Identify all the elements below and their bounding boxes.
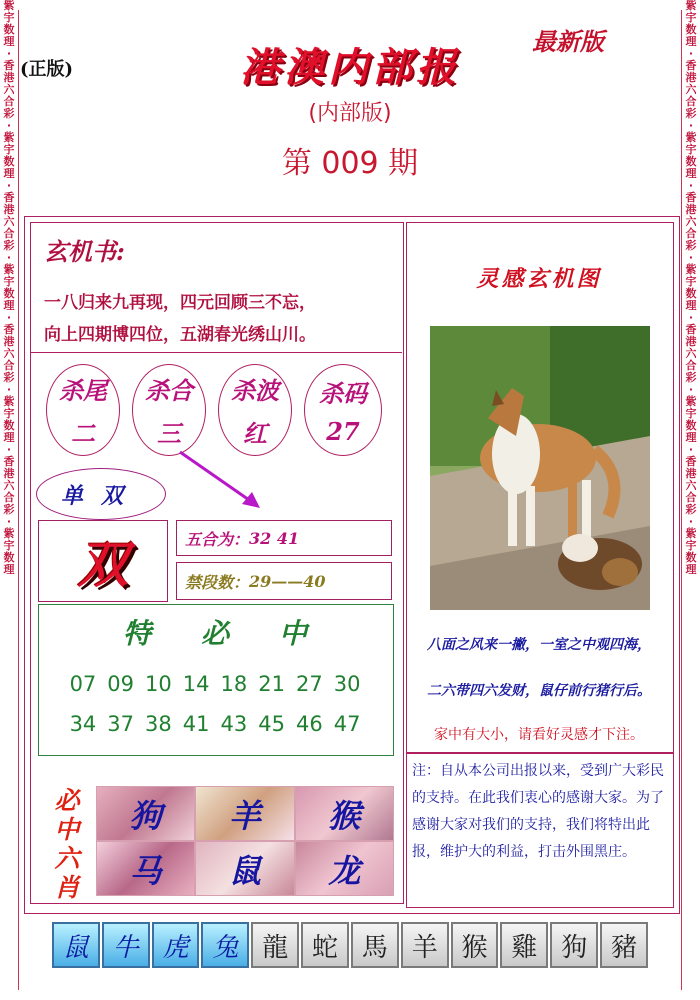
side-watermark-char: 合 (3, 491, 15, 504)
side-watermark-char: · (688, 515, 694, 528)
number: 21 (258, 672, 285, 696)
side-watermark-char: 彩 (3, 371, 15, 384)
side-watermark-char: 理 (685, 299, 697, 312)
side-watermark-char: 理 (685, 35, 697, 48)
number: 14 (182, 672, 210, 696)
side-watermark-char: 六 (3, 479, 15, 492)
number: 10 (145, 672, 172, 696)
side-watermark-char: · (688, 179, 694, 192)
edition-left-label: (正版) (20, 59, 74, 80)
six-zodiac-vertical-label (50, 786, 84, 902)
side-watermark-char: 数 (3, 419, 15, 432)
side-watermark-char: · (688, 311, 694, 324)
inspiration-verse-1: 八面之风来一撇，一室之中观四海， (427, 637, 651, 653)
side-watermark-char: 六 (3, 83, 15, 96)
number: 30 (333, 672, 361, 696)
side-watermark-char: 宇 (3, 407, 15, 420)
side-watermark-char: 合 (685, 359, 697, 372)
side-watermark-char: 港 (3, 335, 15, 348)
number: 46 (295, 712, 323, 736)
side-watermark-char: 宇 (685, 143, 697, 156)
side-watermark-char: 宇 (3, 143, 15, 156)
number: 09 (107, 672, 135, 696)
zodiac-tile-monkey: 猴 (451, 922, 499, 968)
number: 27 (295, 672, 323, 696)
side-watermark-char: 合 (3, 95, 15, 108)
special-numbers-title (38, 612, 392, 652)
newspaper-subtitle: (内部版) (308, 101, 392, 126)
side-watermark-char: 合 (685, 227, 697, 240)
side-watermark-char: 紫 (685, 263, 697, 276)
side-watermark-char: 数 (685, 155, 697, 168)
number: 43 (220, 712, 248, 736)
side-watermark-char: 数 (685, 287, 697, 300)
side-watermark-char: · (688, 47, 694, 60)
side-watermark-char: · (6, 515, 12, 528)
oval-kill-wave (218, 364, 292, 456)
side-watermark-char: 彩 (685, 503, 697, 516)
banned-range-box (176, 562, 392, 600)
side-watermark-char: 六 (685, 479, 697, 492)
banned-range-label: 禁段数： (185, 572, 250, 592)
side-watermark-char: 港 (685, 335, 697, 348)
side-watermark-char: 彩 (3, 107, 15, 120)
number: 38 (145, 712, 172, 736)
side-watermark-char: · (6, 383, 12, 396)
side-watermark-char: 紫 (3, 527, 15, 540)
big-even-char: 双 (78, 535, 128, 594)
oval-label: 杀合 (145, 376, 193, 405)
zodiac-tile-pig: 豬 (600, 922, 648, 968)
zodiac-tile-rabbit: 兔 (201, 922, 249, 968)
side-watermark-char: 紫 (685, 0, 697, 12)
five-combo-value: 32 41 (249, 528, 300, 548)
side-watermark-char: 合 (3, 359, 15, 372)
side-watermark-char: 紫 (3, 263, 15, 276)
side-watermark-char: 六 (685, 83, 697, 96)
zodiac-tile-dragon: 龍 (251, 922, 299, 968)
side-watermark-char: 宇 (3, 539, 15, 552)
number: 34 (69, 712, 97, 736)
collie-dog-photo (430, 326, 650, 610)
label-char: 中 (54, 815, 80, 844)
zodiac-cell: 马 (96, 841, 195, 896)
zodiac-tile-rooster: 雞 (500, 922, 548, 968)
oval-label: 杀波 (231, 376, 279, 405)
xuanji-title: 玄机书: (44, 237, 125, 266)
side-watermark-char: 数 (685, 419, 697, 432)
zodiac-tile-rat: 鼠 (52, 922, 100, 968)
side-watermark-char: · (688, 251, 694, 264)
side-watermark-char: 宇 (685, 407, 697, 420)
issue-number: 第 009 期 (281, 146, 419, 181)
side-watermark-char: 合 (685, 491, 697, 504)
five-combo-box (176, 520, 392, 556)
zodiac-cell: 羊 (195, 786, 294, 841)
zodiac-tile-dog: 狗 (550, 922, 598, 968)
side-watermark-char: 合 (685, 95, 697, 108)
side-watermark-char: · (6, 179, 12, 192)
side-watermark-char: 彩 (3, 239, 15, 252)
title-char: 中 (279, 617, 308, 650)
numbers-row-2 (38, 712, 392, 736)
side-watermark-char: 理 (685, 431, 697, 444)
zodiac-cell: 狗 (96, 786, 195, 841)
zodiac-tile-snake: 蛇 (301, 922, 349, 968)
label-char: 肖 (54, 873, 80, 902)
side-watermark-char: 数 (685, 551, 697, 564)
oval-value: 二 (71, 419, 95, 448)
side-watermark-char: 理 (3, 35, 15, 48)
oval-kill-combo (132, 364, 206, 456)
oval-kill-number (304, 364, 382, 456)
side-watermark-char: 彩 (685, 239, 697, 252)
side-watermark-char: 香 (3, 455, 15, 468)
zodiac-cell: 鼠 (195, 841, 294, 896)
side-watermark-char: 紫 (685, 131, 697, 144)
side-watermark-char: 港 (3, 467, 15, 480)
title-char: 特 (122, 617, 151, 650)
side-watermark-char: · (6, 251, 12, 264)
number: 41 (182, 712, 210, 736)
side-watermark-char: 香 (685, 323, 697, 336)
xuanji-line-1: 一八归来九再现，四元回顾三不忘， (44, 293, 316, 313)
side-watermark-char: · (6, 311, 12, 324)
side-watermark-char: 香 (3, 191, 15, 204)
label-char: 六 (54, 844, 80, 873)
side-watermark-char: 六 (3, 347, 15, 360)
side-watermark-char: 港 (685, 71, 697, 84)
side-watermark-char: · (6, 119, 12, 132)
side-watermark-char: 宇 (3, 11, 15, 24)
side-watermark-char: 港 (685, 203, 697, 216)
side-watermark-char: 紫 (3, 0, 15, 12)
zodiac-tile-goat: 羊 (401, 922, 449, 968)
side-watermark-char: 港 (685, 467, 697, 480)
inspiration-title: 灵感玄机图 (476, 266, 602, 292)
number: 37 (107, 712, 135, 736)
side-watermark-char: 港 (3, 71, 15, 84)
side-watermark-char: · (688, 119, 694, 132)
side-watermark-char: 理 (3, 431, 15, 444)
big-even-box (38, 520, 168, 602)
side-watermark-char: 六 (3, 215, 15, 228)
side-watermark-char: 彩 (3, 503, 15, 516)
side-watermark-char: 数 (3, 551, 15, 564)
side-watermark-char: · (688, 383, 694, 396)
zodiac-tile-horse: 馬 (351, 922, 399, 968)
side-watermark-char: 宇 (685, 275, 697, 288)
zodiac-cell: 龙 (295, 841, 394, 896)
six-zodiac-grid (96, 786, 394, 896)
label-char: 必 (54, 786, 80, 815)
side-watermark-char: 紫 (685, 395, 697, 408)
number: 47 (333, 712, 361, 736)
side-watermark-char: 香 (3, 59, 15, 72)
side-watermark-char: 彩 (685, 371, 697, 384)
xuanji-line-2: 向上四期博四位，五湖春光绣山川。 (44, 325, 316, 345)
side-watermark-char: 理 (685, 167, 697, 180)
side-watermark-char: 香 (685, 59, 697, 72)
side-watermark-char: 数 (3, 287, 15, 300)
zodiac-cell: 猴 (295, 786, 394, 841)
side-watermark-char: 紫 (3, 395, 15, 408)
side-watermark-char: 数 (3, 155, 15, 168)
banned-range-value: 29——40 (249, 571, 326, 591)
oval-kill-tail (46, 364, 120, 456)
side-watermark-char: 宇 (685, 11, 697, 24)
oval-value: 三 (157, 419, 181, 448)
side-watermark-char: 六 (685, 347, 697, 360)
side-watermark-char: · (6, 443, 12, 456)
side-watermark-char: 理 (3, 167, 15, 180)
side-watermark-char: · (6, 47, 12, 60)
oval-label: 杀码 (319, 379, 367, 408)
number: 18 (220, 672, 248, 696)
side-watermark-char: 数 (685, 23, 697, 36)
side-watermark-char: 宇 (685, 539, 697, 552)
side-watermark-char: 数 (3, 23, 15, 36)
side-watermark-char: 紫 (3, 131, 15, 144)
side-watermark-char: 彩 (685, 107, 697, 120)
zodiac-tile-tiger: 虎 (152, 922, 200, 968)
side-watermark-char: 理 (3, 299, 15, 312)
inspiration-note: 家中有大小，请看好灵感才下注。 (434, 727, 644, 743)
five-combo-label: 五合为： (185, 529, 250, 549)
side-watermark-char: 宇 (3, 275, 15, 288)
newspaper-title: 港澳内部报 (240, 44, 460, 91)
oval-value: 27 (326, 417, 360, 446)
side-watermark-char: 理 (685, 563, 697, 576)
oval-label: 杀尾 (59, 376, 107, 405)
pointer-arrow-icon (176, 446, 266, 516)
side-watermark-char: 港 (3, 203, 15, 216)
side-watermark-char: 理 (3, 563, 15, 576)
numbers-row-1 (38, 672, 392, 696)
side-watermark-char: 香 (3, 323, 15, 336)
number: 07 (69, 672, 97, 696)
side-watermark-char: 香 (685, 455, 697, 468)
odd-even-oval: 单双 (36, 468, 166, 520)
side-watermark-char: 合 (3, 227, 15, 240)
title-char: 必 (200, 617, 229, 650)
zodiac-tile-ox: 牛 (102, 922, 150, 968)
edition-right-label: 最新版 (532, 27, 604, 56)
side-watermark-char: 六 (685, 215, 697, 228)
xuanji-divider (30, 352, 402, 353)
side-watermark-char: · (688, 443, 694, 456)
zodiac-bar (52, 922, 648, 968)
company-notice: 注：自从本公司出报以来，受到广大彩民的支持。在此我们衷心的感谢大家。为了感谢大家对我们的支持，我们将特出此报，维护大的利益，打击外围黑庄。 (412, 763, 664, 860)
side-watermark-char: 香 (685, 191, 697, 204)
inspiration-verse-2: 二六带四六发财，鼠仔前行猪行后。 (427, 683, 651, 699)
number: 45 (258, 712, 285, 736)
oval-value: 红 (243, 419, 267, 448)
side-watermark-char: 紫 (685, 527, 697, 540)
